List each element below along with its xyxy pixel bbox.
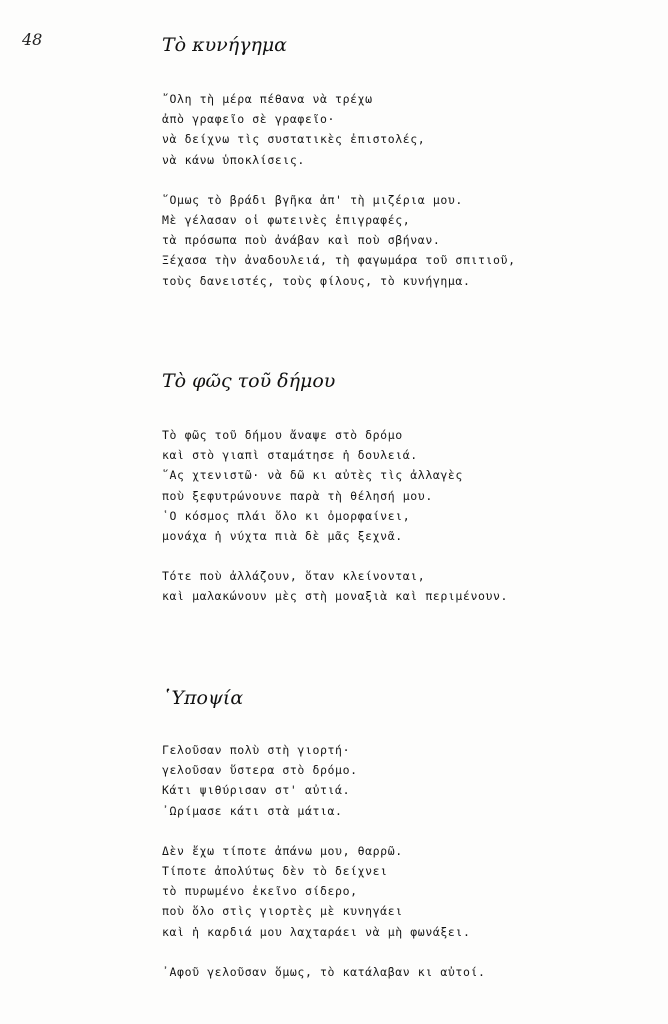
stanza	[162, 962, 486, 982]
poem-line: Ξέχασα τὴν ἀναδουλειά, τὴ φαγωμάρα τοῦ σπιτιοῦ,	[162, 253, 516, 268]
poem-line: τὰ πρόσωπα ποὺ ἀνάβαν καὶ ποὺ σβήναν.	[162, 233, 441, 248]
poem-line: ποὺ ξεφυτρώνουνε παρὰ τὴ θέλησή μου.	[162, 488, 433, 503]
poem-body	[162, 740, 486, 982]
poem-line: Δὲν ἔχω τίποτε ἀπάνω μου, θαρρῶ.	[162, 843, 403, 858]
poem-line: μονάχα ἡ νύχτα πιὰ δὲ μᾶς ξεχνᾶ.	[162, 528, 403, 543]
poem-line: ἀπὸ γραφεῖο σὲ γραφεῖο·	[162, 112, 336, 127]
poem-line: γελοῦσαν ὕστερα στὸ δρόμο.	[162, 763, 358, 778]
poem-body	[162, 425, 508, 607]
poem-line: ῞Ομως τὸ βράδι βγῆκα ἀπ' τὴ μιζέρια μου.	[162, 192, 463, 207]
poem-line: καὶ ἡ καρδιά μου λαχταράει νὰ μὴ φωνάξει.	[162, 924, 471, 939]
poem-line: Τὸ φῶς τοῦ δήμου ἄναψε στὸ δρόμο	[162, 428, 403, 442]
poem-line: νὰ κάνω ὑποκλίσεις.	[162, 152, 305, 167]
poem-title: Τὸ κυνήγημα	[162, 34, 288, 56]
poem-line: καὶ μαλακώνουν μὲς στὴ μοναξιὰ καὶ περιμένουν.	[162, 589, 509, 604]
poem-line: ᾿Αφοῦ γελοῦσαν ὅμως, τὸ κατάλαβαν κι αὐτοί.	[162, 964, 486, 979]
poem-title: Τὸ φῶς τοῦ δήμου	[162, 370, 336, 392]
poem-line: ῎Ολη τὴ μέρα πέθανα νὰ τρέχω	[162, 92, 373, 106]
poem-line: ποὺ ὅλο στὶς γιορτὲς μὲ κυνηγάει	[162, 904, 403, 919]
poem-line: νὰ δείχνω τὶς συστατικὲς ἐπιστολές,	[162, 132, 426, 147]
poem-line: τὸ πυρωμένο ἐκεῖνο σίδερο,	[162, 884, 358, 899]
poem-line: τοὺς δανειστές, τοὺς φίλους, τὸ κυνήγημα.	[162, 273, 471, 288]
poem-line: Κάτι ψιθύρισαν στ' αὐτιά.	[162, 783, 351, 798]
stanza	[162, 425, 508, 546]
poem-line: Γελοῦσαν πολὺ στὴ γιορτή·	[162, 743, 351, 757]
poem-line: Τότε ποὺ ἀλλάζουν, ὅταν κλείνονται,	[162, 569, 426, 584]
stanza	[162, 740, 486, 821]
poem-line: ῾Ο κόσμος πλάι ὅλο κι ὀμορφαίνει,	[162, 508, 411, 523]
poem-body	[162, 89, 516, 291]
poem-line: ᾿Ωρίμασε κάτι στὰ μάτια.	[162, 803, 343, 818]
stanza	[162, 89, 516, 170]
poem-line: Τίποτε ἀπολύτως δὲν τὸ δείχνει	[162, 863, 388, 878]
stanza	[162, 841, 486, 942]
poem-title: ῾Υποψία	[162, 687, 244, 709]
stanza	[162, 566, 508, 606]
stanza	[162, 190, 516, 291]
poem-line: καὶ στὸ γιαπὶ σταμάτησε ἡ δουλειά.	[162, 448, 418, 463]
poem-line: ῞Ας χτενιστῶ· νὰ δῶ κι αὐτὲς τὶς ἀλλαγὲς	[162, 468, 463, 483]
poem-line: Μὲ γέλασαν οἱ φωτεινὲς ἐπιγραφές,	[162, 212, 411, 227]
page-number: 48	[22, 30, 43, 49]
